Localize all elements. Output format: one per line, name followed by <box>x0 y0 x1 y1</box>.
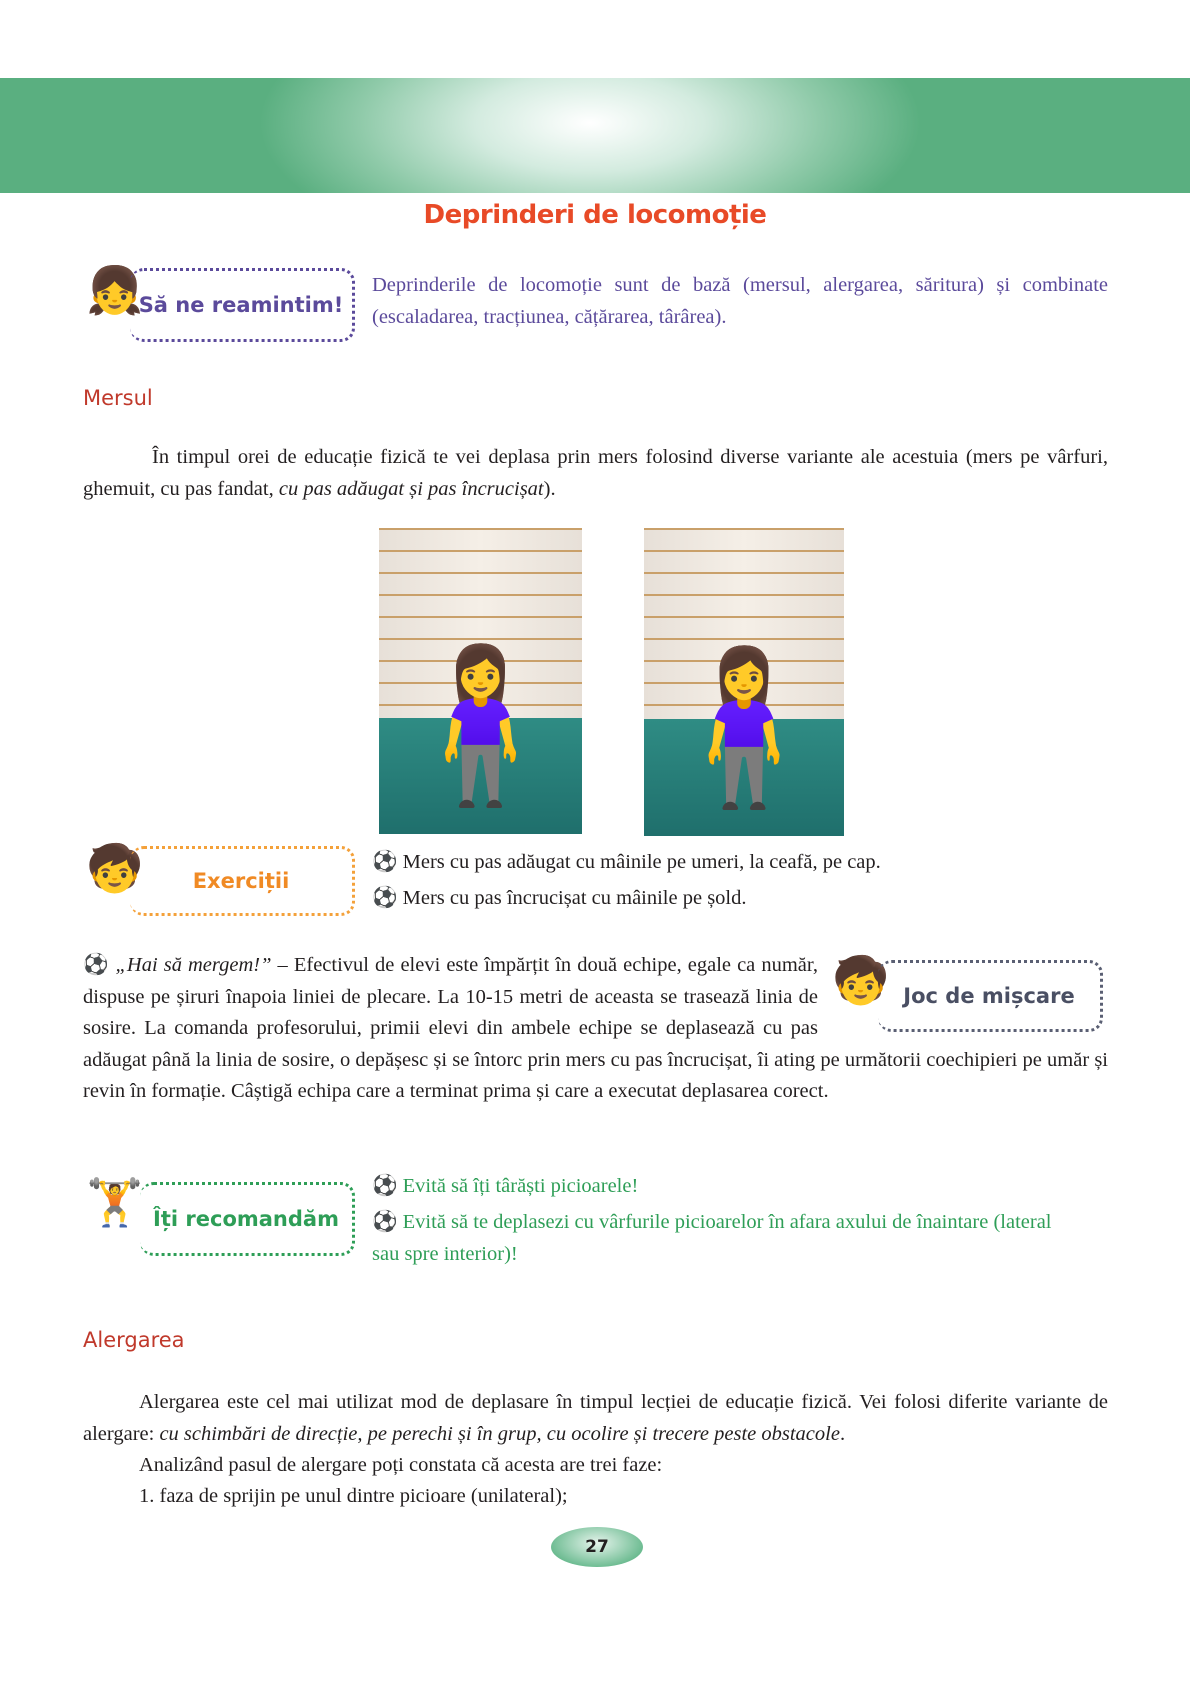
alergarea-phase-1: 1. faza de sprijin pe unul dintre picioare (unilateral); <box>139 1485 568 1507</box>
soccer-ball-icon: ⚽ <box>372 1173 398 1197</box>
recommend-box <box>140 1182 355 1256</box>
alergarea-paragraph: Alergarea este cel mai utilizat mod de deplasare în timpul lecției de educație fizică. Vei folosi diferite variante de alergare: cu schimbări de direcție, pe perechi și în grup, cu ocolire și trecere peste obstacole. <box>83 1391 1108 1445</box>
soccer-ball-icon: ⚽ <box>372 849 398 873</box>
remind-box <box>130 268 355 342</box>
remind-text: Deprinderile de locomoție sunt de bază (mersul, alergarea, săritura) și combinate (escaladarea, tracțiunea, cățărarea, târârea). <box>372 274 1108 328</box>
boy-flag-illustration-icon: 🧒 <box>832 955 890 1006</box>
soccer-ball-icon: ⚽ <box>372 885 398 909</box>
heading-alergarea: Alergarea <box>83 1328 185 1352</box>
page-title: Deprinderi de locomoție <box>423 200 767 230</box>
alergarea-phases-intro: Analizând pasul de alergare poți constata că acesta are trei faze: <box>139 1454 663 1476</box>
mersul-paragraph: În timpul orei de educație fizică te vei deplasa prin mers folosind diverse variante ale acestuia (mers pe vârfuri, ghemuit, cu pas fandat, cu pas adăugat și pas încrucișat). <box>83 446 1108 500</box>
weightlifter-illustration-icon: 🏋️ <box>86 1177 144 1228</box>
page-number: 27 <box>551 1527 643 1567</box>
recommend-item: ⚽ Evită să îți târăști picioarele! <box>372 1173 639 1197</box>
header-banner <box>0 78 1190 193</box>
exercises-label: Exerciții <box>192 869 290 893</box>
photo-girl-walking-1: 🧍‍♀️ <box>379 528 582 834</box>
soccer-ball-icon: ⚽ <box>83 952 110 976</box>
exercises-box <box>130 846 355 916</box>
exercise-item: ⚽ Mers cu pas încrucișat cu mâinile pe șold. <box>372 885 747 909</box>
heading-mersul: Mersul <box>83 386 153 410</box>
recommend-label: Îți recomandăm <box>153 1207 339 1231</box>
exercise-item: ⚽ Mers cu pas adăugat cu mâinile pe umeri, la ceafă, pe cap. <box>372 849 881 873</box>
boy-illustration-icon: 🧒 <box>86 843 144 894</box>
game-paragraph: ⚽ „Hai să mergem!” – Efectivul de elevi este împărțit în două echipe, egale ca număr, dispuse pe șiruri înapoia liniei de plecare. La 10-15 metri de aceasta se trasează linia de sosire. La comanda profesorului, primii elevi din ambele echipe se deplasează cu pas adăugat până la linia de sosire, o depășesc și se întorc prin mers cu pas încrucișat, îi ating pe următorii coechipieri pe umăr și revin în formație. Câștigă echipa care a terminat prima și care a executat deplasarea corect. <box>83 952 1108 1102</box>
game-label: Joc de mișcare <box>903 984 1075 1008</box>
remind-label: Să ne reamintim! <box>138 293 344 317</box>
soccer-ball-icon: ⚽ <box>372 1209 398 1233</box>
recommend-item: ⚽ Evită să te deplasezi cu vârfurile picioarelor în afara axului de înaintare (lateral sau spre interior)! <box>372 1209 1052 1265</box>
girl-illustration-icon: 👧 <box>86 265 144 316</box>
photo-girl-walking-2: 🧍‍♀️ <box>644 528 844 836</box>
